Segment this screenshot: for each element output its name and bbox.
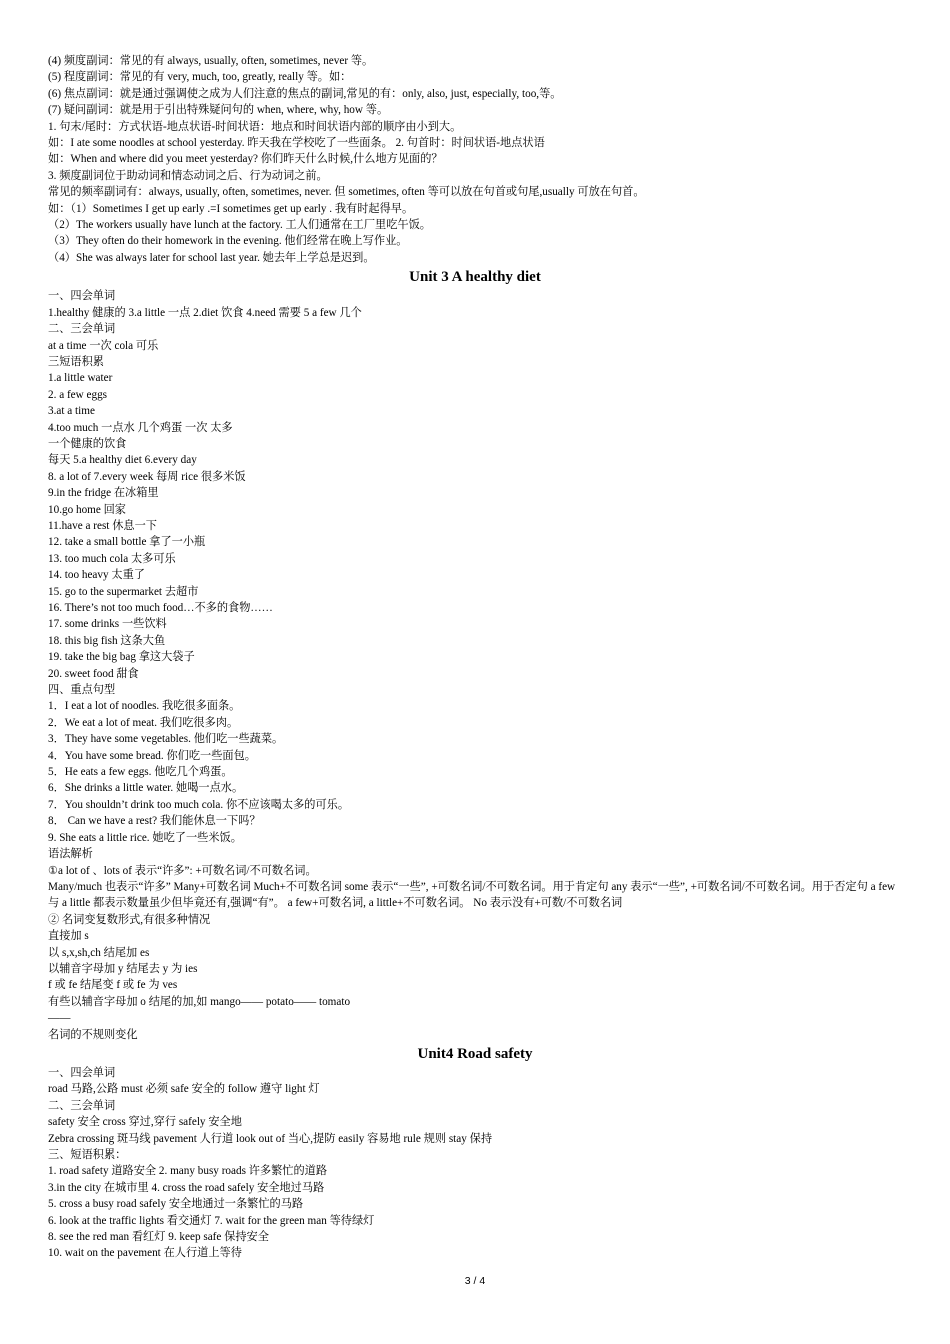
text-line: 7．You shouldn’t drink too much cola. 你不应该喝太多的可乐。 [48, 798, 350, 811]
text-line: 1. road safety 道路安全 2. many busy roads 许多繁忙的道路 [48, 1165, 328, 1178]
text-line: 3．They have some vegetables. 他们吃一些蔬菜。 [48, 733, 284, 746]
text-line: 1．I eat a lot of noodles. 我吃很多面条。 [48, 700, 241, 713]
text-line: 13. too much cola 太多可乐 [48, 552, 176, 565]
unit3-notes [48, 288, 898, 879]
text-line: 14. too heavy 太重了 [48, 569, 145, 582]
text-line: (7) 疑问副词：就是用于引出特殊疑问句的 when, where, why, how 等。 [48, 104, 389, 117]
text-line: 3.at a time [48, 405, 95, 418]
text-line: 1.a little water [48, 372, 113, 385]
text-line: 二、三会单词 [48, 323, 116, 336]
text-line: Zebra crossing 斑马线 pavement 人行道 look out of 当心,提防 easily 容易地 rule 规则 stay 保持 [48, 1132, 493, 1145]
text-line: 8. see the red man 看红灯 9. keep safe 保持安全 [48, 1231, 269, 1244]
text-line: 1. 句末/尾时：方式状语-地点状语-时间状语：地点和时间状语内部的顺序由小到大。 [48, 120, 462, 133]
text-line: ①a lot of 、lots of 表示“许多”: +可数名词/不可数名词。 [48, 864, 317, 877]
text-line: 6. look at the traffic lights 看交通灯 7. wait for the green man 等待绿灯 [48, 1214, 375, 1227]
text-line: 如：When and where did you meet yesterday? 你们昨天什么时候,什么地方见面的？ [48, 153, 443, 166]
text-line: 9. She eats a little rice. 她吃了一些米饭。 [48, 831, 242, 844]
text-line: 一个健康的饮食 [48, 437, 127, 450]
text-line: 每天 5.a healthy diet 6.every day [48, 454, 197, 467]
text-line: 20. sweet food 甜食 [48, 667, 139, 680]
text-line: 5．He eats a few eggs. 他吃几个鸡蛋。 [48, 766, 233, 779]
text-line: 8. a lot of 7.every week 每周 rice 很多米饭 [48, 470, 246, 483]
text-line: at a time 一次 cola 可乐 [48, 339, 159, 352]
text-line: 5. cross a busy road safely 安全地通过一条繁忙的马路 [48, 1198, 304, 1211]
page-number: 3 / 4 [464, 1275, 486, 1287]
text-line: 1.healthy 健康的 3.a little 一点 2.diet 饮食 4.need 需要 5 a few 几个 [48, 306, 362, 319]
text-line: （3）They often do their homework in the evening. 他们经常在晚上写作业。 [48, 235, 408, 248]
text-line: 19. take the big bag 拿这大袋子 [48, 651, 195, 664]
text-line: 15. go to the supermarket 去超市 [48, 585, 199, 598]
adverb-notes [48, 53, 898, 266]
text-line: 直接加 s [48, 930, 89, 943]
unit4-notes [48, 1065, 898, 1262]
text-line: 如：（1）Sometimes I get up early .=I sometimes get up early . 我有时起得早。 [48, 202, 414, 215]
text-line: 一、四会单词 [48, 290, 116, 303]
text-line: 如：I ate some noodles at school yesterday. 昨天我在学校吃了一些面条。 2. 句首时：时间状语-地点状语 [48, 137, 545, 150]
text-line: 2. a few eggs [48, 388, 108, 401]
text-line: 17. some drinks 一些饮料 [48, 618, 167, 631]
text-line: (6) 焦点副词：就是通过强调使之成为人们注意的焦点的副词,常见的有：only, also, just, especially, too,等。 [48, 87, 562, 100]
document-content [48, 53, 898, 1262]
unit4-title: Unit4 Road safety [417, 1045, 533, 1062]
text-line: safety 安全 cross 穿过,穿行 safely 安全地 [48, 1116, 242, 1129]
text-line: 6．She drinks a little water. 她喝一点水。 [48, 782, 244, 795]
text-line: 12. take a small bottle 拿了一小瓶 [48, 536, 206, 549]
text-line: 语法解析 [48, 848, 93, 861]
text-line: 9.in the fridge 在冰箱里 [48, 487, 159, 500]
text-line: 三、短语积累： [48, 1149, 127, 1161]
text-line: (5) 程度副词：常见的有 very, much, too, greatly, really 等。如： [48, 71, 352, 84]
text-line: 16. There’s not too much food…不多的食物…… [48, 602, 273, 614]
unit3-plural-notes [48, 912, 898, 1043]
text-line: （4）She was always later for school last year. 她去年上学总是迟到。 [48, 251, 375, 264]
text-line: （2）The workers usually have lunch at the factory. 工人们通常在工厂里吃午饭。 [48, 219, 431, 232]
text-line: 名词的不规则变化 [48, 1028, 138, 1041]
text-line: 10. wait on the pavement 在人行道上等待 [48, 1247, 242, 1260]
text-line: 常见的频率副词有：always, usually, often, sometimes, never. 但 sometimes, often 等可以放在句首或句尾,usually 可放在句首。 [48, 186, 645, 199]
text-line: 10.go home 回家 [48, 503, 126, 516]
text-line: road 马路,公路 must 必须 safe 安全的 follow 遵守 light 灯 [48, 1083, 320, 1096]
text-line: 18. this big fish 这条大鱼 [48, 634, 166, 647]
unit3-grammar-paragraph: Many/much 也表示“许多” Many+可数名词 Much+不可数名词 some 表示“一些”, +可数名词/不可数名词。用于肯定句 any 表示“一些”, +可数名词/不可数名词。用于否定句 a few 与 a little 都表示数量虽少但毕竟还有,强调“有”。 a few+可数名词, a little+不可数名词。 No 表示没有+可数/不可数名词 [48, 880, 896, 910]
text-line: f 或 fe 结尾变 f 或 fe 为 ves [48, 979, 178, 992]
text-line: 四、重点句型 [48, 684, 116, 697]
text-line: 三短语积累 [48, 355, 104, 368]
text-line: 一、四会单词 [48, 1066, 116, 1079]
text-line: 4．You have some bread. 你们吃一些面包。 [48, 749, 256, 762]
text-line: 以辅音字母加 y 结尾去 y 为 ies [48, 962, 198, 975]
text-line: ② 名词变复数形式,有很多种情况 [48, 913, 211, 926]
text-line: 3.in the city 在城市里 4. cross the road safely 安全地过马路 [48, 1181, 325, 1194]
text-line: 二、三会单词 [48, 1099, 116, 1112]
text-line: 2．We eat a lot of meat. 我们吃很多肉。 [48, 716, 239, 729]
unit3-title: Unit 3 A healthy diet [409, 269, 541, 286]
text-line: (4) 频度副词：常见的有 always, usually, often, sometimes, never 等。 [48, 55, 374, 67]
text-line: —— [48, 1012, 71, 1025]
text-line: 以 s,x,sh,ch 结尾加 es [48, 946, 150, 959]
text-line: 3. 频度副词位于助动词和情态动词之后、行为动词之前。 [48, 169, 328, 182]
text-line: 8． Can we have a rest? 我们能休息一下吗？ [48, 815, 261, 828]
text-line: 11.have a rest 休息一下 [48, 519, 157, 532]
text-line: 有些以辅音字母加 o 结尾的加,如 mango—— potato—— tomato [48, 995, 351, 1008]
text-line: 4.too much 一点水 几个鸡蛋 一次 太多 [48, 421, 233, 434]
